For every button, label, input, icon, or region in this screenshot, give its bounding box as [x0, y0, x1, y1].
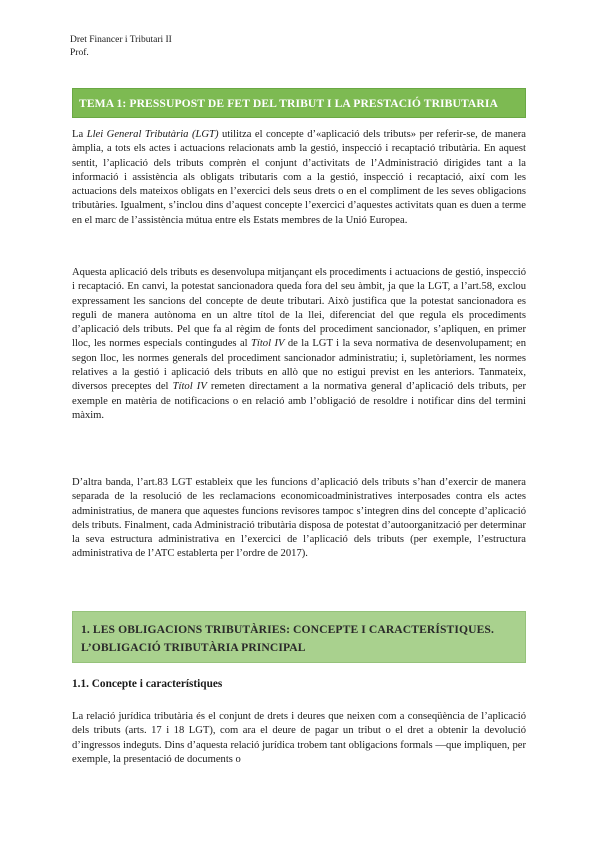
- paragraph-1: [72, 128, 526, 228]
- p2-text-c: remeten directament a la normativa general d’aplicació dels tributs, per exemple en matèria de notificacions o en relació amb l’obligació de resoldre i notificar dins del termini màxim.: [72, 381, 527, 421]
- paragraph-3: D’altra banda, l’art.83 LGT estableix que les funcions d’aplicació dels tributs s’han d’exercir de manera separada de la resolució de les reclamacions economicoadministratives interposades contra els actes administratius, de manera que aquestes funcions revisores tampoc s’integren dins del concepte d’aplicació dels tributs. Finalment, cada Administració tributària disposa de potestat d’autoorganització per determinar la seva estructura administrativa en l’exercici de l’aplicació dels tributs (per exemple, l’estructura administrativa de l’ATC establerta per l’ordre de 2017).: [72, 477, 526, 560]
- paragraph-2: [72, 266, 526, 423]
- law-name: Llei General Tributària (LGT): [86, 129, 219, 140]
- p2-text-b: de la LGT i la seva normativa de desenvolupament; en segon lloc, les normes generals del procediment sancionador administratiu; i, supletòriament, les normes relatives a la gestió i aplicació dels tributs en allò que no estigui previst en les anteriors. Tanmateix, diversos preceptes del: [72, 338, 527, 393]
- section-1-title-box: [72, 611, 526, 663]
- subsection-heading: 1.1. Concepte i característiques: [72, 678, 223, 690]
- section-1-title-line-2: L’OBLIGACIÓ TRIBUTÀRIA PRINCIPAL: [81, 641, 306, 654]
- tema-title-box: [72, 88, 526, 118]
- section-1-title-line-1: 1. LES OBLIGACIONS TRIBUTÀRIES: CONCEPTE I CARACTERÍSTIQUES.: [81, 623, 494, 636]
- titol-iv-ref: Títol IV: [251, 338, 285, 350]
- course-title: Dret Financer i Tributari II: [70, 35, 172, 45]
- page-header: [70, 34, 172, 60]
- p1-text-b: utilitza el concepte d’«aplicació dels tributs» per referir-se, de manera àmplia, a tots els actes i actuacions relacionats amb la gestió, inspecció i recaptació tributària. En aquest sentit, l’aplicació dels tributs comprèn el conjunt d’activitats de l’Administració dirigides tant a la informació i assistència als obligats tributaris com a la gestió, inspecció i recaptació, així com les actuacions dels mateixos obligats en l’exercici dels seus drets o en el compliment de les seves obligacions tributàries. Igualment, s’inclou dins d’aquest concepte l’exercici d’aquestes activitats quan es duen a terme en el marc de l’assistència mútua entre els Estats membres de la Unió Europea.: [72, 129, 526, 226]
- titol-iv-ref-2: Títol IV: [172, 381, 207, 393]
- p2-text-a: Aquesta aplicació dels tributs es desenvolupa mitjançant els procediments i actuacions de gestió, inspecció i recaptació. En canvi, la potestat sancionadora queda fora del seu àmbit, ja que la LGT, a l’art.58, exclou expressament les sancions del concepte de deute tributari. Això justifica que la potestat sancionadora es reguli de manera autònoma en un altre títol de la llei, diferenciat del que regula els procediments d’aplicació dels tributs. Pel que fa al règim de fonts del procediment sancionador, s’apliquen, en primer lloc, les normes especials contingudes al: [72, 267, 526, 350]
- p1-text-a: La: [72, 129, 87, 140]
- tema-title: TEMA 1: PRESSUPOST DE FET DEL TRIBUT I LA PRESTACIÓ TRIBUTARIA: [79, 97, 498, 110]
- professor-label: Prof.: [70, 48, 89, 58]
- paragraph-4: La relació jurídica tributària és el conjunt de drets i deures que neixen com a conseqüència de l’aplicació dels tributs (arts. 17 i 18 LGT), com ara el deure de pagar un tribut o el dret a obtenir la devolució d’ingressos indeguts. Dins d’aquesta relació jurídica trobem tant obligacions formals —que impliquen, per exemple, la presentació de documents o: [72, 711, 526, 765]
